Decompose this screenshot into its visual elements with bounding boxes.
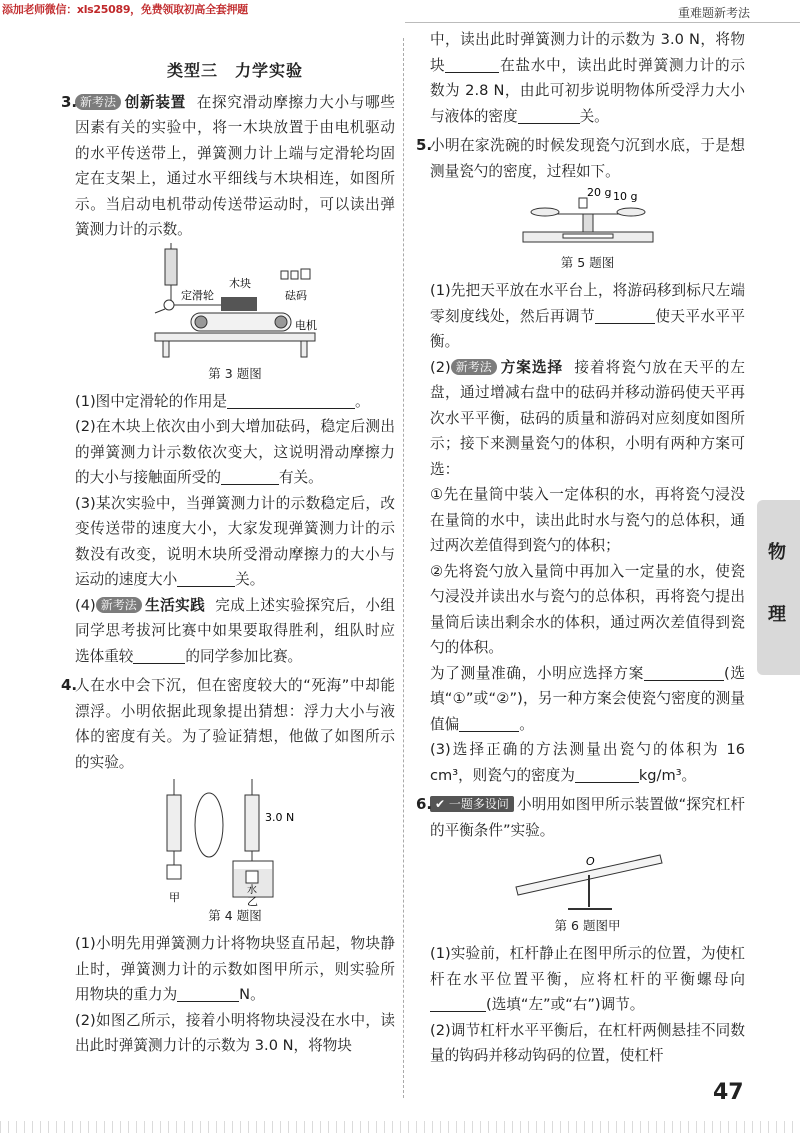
multi-question-tag: ✔ 一题多设问 (430, 796, 514, 812)
question-number: 3. (61, 92, 78, 111)
question-intro (75, 90, 395, 243)
figure-buoyancy (125, 775, 345, 908)
answer-blank[interactable] (595, 307, 655, 324)
q4-continuation: 中，读出此时弹簧测力计的示数为 3.0 N，将物块 在盐水中，读出此时弹簧测力计的示数为 2.8 N，由此可初步说明物体所受浮力大小与液体的密度 关。 (430, 31, 745, 125)
answer-blank[interactable] (459, 715, 519, 732)
question-6 (416, 792, 745, 1069)
balance-icon (523, 198, 653, 242)
new-method-tag: 新考法 (96, 597, 142, 613)
question-4 (61, 673, 395, 1054)
new-method-tag: 新考法 (451, 359, 497, 375)
water-label: 水 (247, 885, 257, 896)
answer-blank[interactable] (133, 647, 185, 664)
page-number: 47 (713, 1080, 744, 1105)
answer-blank[interactable] (575, 766, 639, 783)
subquestion-3: (3)某次实验中，当弹簧测力计的示数稳定后，改变传送带的速度大小，大家发现弹簧测力计的示数没有改变，说明木块所受滑动摩擦力的大小与运动的速度大小 关。 (75, 494, 395, 588)
subquestion-1: (1)图中定滑轮的作用是 。 (75, 392, 370, 410)
new-method-tag: 新考法 (75, 94, 121, 110)
motor-label: 电机 (295, 318, 317, 332)
option-2: ②先将瓷勺放入量筒中再加入一定量的水，使瓷勺浸没并读出水与瓷勺的总体积，再将瓷勺提出量筒后读出剩余水的体积，通过两次差值得到瓷勺的体积。 (430, 562, 745, 656)
block-label: 木块 (229, 276, 251, 290)
subquestion-2-start: (2)如图乙所示，接着小明将物块浸没在水中，读出此时弹簧测力计的示数为 3.0 N，将物块 (75, 1011, 395, 1054)
pulley-label: 定滑轮 (181, 288, 214, 302)
question-number: 5. (416, 136, 433, 154)
answer-blank[interactable] (518, 107, 580, 124)
section-title: 类型三 力学实验 (166, 61, 303, 80)
question-3 (61, 90, 395, 670)
fig-a-label: 甲 (169, 891, 180, 904)
reading-label: 3.0 N (265, 811, 295, 824)
weight-10g-label: 10 g (612, 190, 637, 203)
answer-blank[interactable] (177, 570, 235, 587)
figure-caption: 第 6 题图甲 (554, 918, 621, 933)
subquestion-3: (3)选择正确的方法测量出瓷勺的体积为 16 cm³，则瓷勺的密度为 kg/m³。 (430, 741, 745, 784)
question-number: 6. (416, 795, 433, 813)
intro-text: 在探究滑动摩擦力大小与哪些因素有关的实验中，将一木块放置于由电机驱动的水平传送带上，弹簧测力计上端与定滑轮均固定在支架上，通过水平细线与木块相连，如图所示。当启动电机带动传送带运动时，可以读出弹簧测力计的示数。 (75, 93, 395, 238)
header-rule (405, 22, 800, 23)
answer-blank[interactable] (227, 392, 355, 409)
pulley-icon (164, 300, 174, 310)
answer-blank[interactable] (177, 985, 239, 1002)
block-icon (221, 297, 257, 311)
weights-icon (281, 269, 310, 279)
subject-tab-char: 物 (768, 542, 786, 563)
figure-caption: 第 5 题图 (560, 255, 615, 270)
subquestion-tail: (选填“左”或“右”)调节。 (486, 996, 645, 1013)
subject-tab-char: 理 (768, 604, 786, 625)
subject-tab (757, 500, 800, 675)
subquestion-1: (1)小明先用弹簧测力计将物块竖直吊起，物块静止时，弹簧测力计的示数如图甲所示，则实验所用物块的重力为 N。 (75, 935, 395, 1003)
question-5 (416, 133, 745, 788)
column-divider (403, 38, 404, 1098)
answer-blank[interactable] (430, 995, 486, 1012)
weight-20g-label: 20 g (586, 186, 611, 199)
running-header: 重难题新考法 (677, 6, 750, 20)
answer-blank[interactable] (445, 56, 499, 73)
question-intro: 小明在家洗碗的时候发现瓷勺沉到水底，于是想测量瓷勺的密度，过程如下。 (430, 137, 745, 180)
spring-scale-icon (165, 243, 177, 301)
figure-lever (508, 843, 668, 915)
subquestion-1: (1)实验前，杠杆静止在图甲所示的位置，为使杠杆在水平位置平衡，应将杠杆的平衡螺母向(选填“左”或“右”)调节。 (430, 945, 745, 1013)
answer-blank[interactable] (644, 664, 724, 681)
fig-b-label: 乙 (247, 895, 258, 908)
subquestion-2: (2)在木块上依次由小到大增加砝码，稳定后测出的弹簧测力计示数依次变大，这说明滑动摩擦力的大小与接触面所受的 有关。 (75, 418, 395, 486)
question-number: 4. (61, 676, 78, 694)
subquestion-2: (2)调节杠杆水平平衡后，在杠杆两侧悬挂不同数量的钩码并移动钩码的位置，使杠杆 (430, 1021, 745, 1064)
subquestion-4: (4) 新考法 生活实践 完成上述实验探究后，小组同学思考拔河比赛中如果要取得胜利，组队时应选体重较 的同学参加比赛。 (75, 596, 395, 665)
figure-caption: 第 4 题图 (208, 908, 262, 923)
figure-conveyor (135, 243, 335, 363)
figure-caption: 第 3 题图 (208, 365, 262, 381)
figure-balance (513, 184, 663, 252)
bottom-scan-edge (0, 1121, 800, 1133)
subquestion-1: (1)先把天平放在水平台上，将游码移到标尺左端零刻度线处，然后再调节 使天平水平平衡。 (430, 282, 745, 350)
subquestion-2: (2) 新考法 方案选择 接着将瓷勺放在天平的左盘，通过增减右盘中的砝码并移动游码使天平再次水平平衡，砝码的质量和游码对应刻度如图所示；接下来测量瓷勺的体积，小明有两种方案可选： (430, 358, 745, 478)
question-intro: 人在水中会下沉，但在密度较大的“死海”中却能漂浮。小明依据此现象提出猜想：浮力大小与液体的密度有关。为了验证猜想，他做了如图所示的实验。 (75, 677, 395, 771)
keyword: 创新装置 (124, 93, 186, 111)
spring-scale-a-icon (167, 779, 181, 879)
promo-note: 添加老师微信：xls25089，免费领取初高全套押题 (2, 3, 248, 16)
answer-blank[interactable] (221, 468, 279, 485)
weights-label: 砝码 (285, 288, 307, 302)
option-1: ①先在量筒中装入一定体积的水，再将瓷勺浸没在量筒的水中，读出此时水与瓷勺的总体积，通过两次差值得到瓷勺的体积； (430, 486, 745, 554)
zoom-lens-icon (195, 793, 223, 857)
subquestion-2b: 为了测量准确，小明应选择方案 (选填“①”或“②”)，另一种方案会使瓷勺密度的测量值偏 。 (430, 664, 745, 733)
spring-scale-b-icon (245, 779, 259, 871)
right-column (416, 27, 745, 1069)
left-column (61, 0, 395, 1054)
table-icon (155, 333, 315, 341)
pivot-label: O (585, 855, 595, 868)
question-intro: ✔ 一题多设问 小明用如图甲所示装置做“探究杠杆的平衡条件”实验。 (430, 796, 745, 839)
